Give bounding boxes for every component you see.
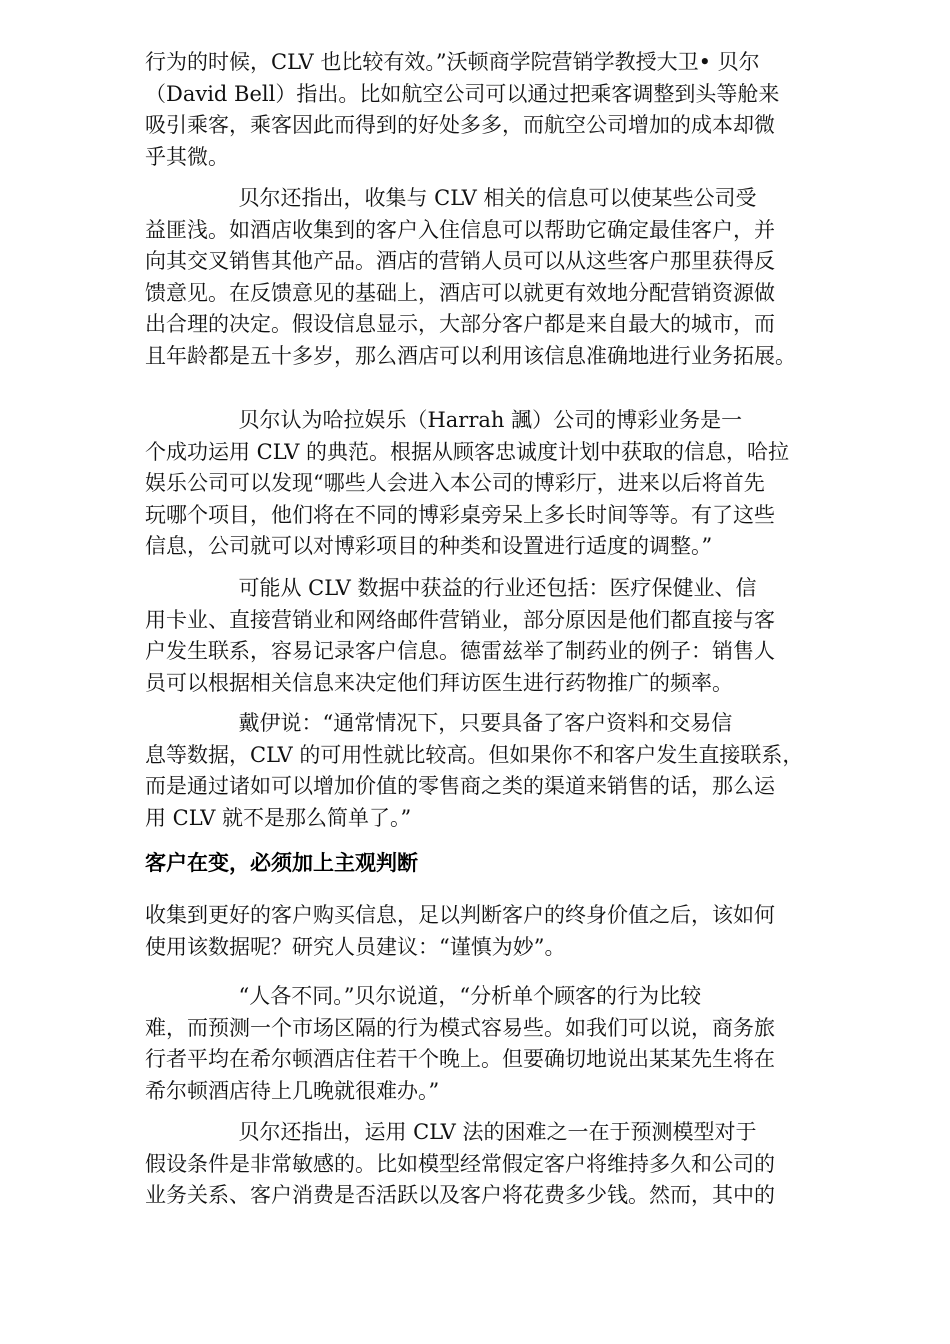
paragraph-3: 贝尔认为哈拉娱乐（Harrah 諷）公司的博彩业务是一 个成功运用 CLV 的典范。根据从顾客忠诚度计划中获取的信息，哈拉 娱乐公司可以发现“哪些人会进入本公司的博彩厅，进来以后将首先 玩哪个项目，他们将在不同的博彩桌旁呆上多长时间等等。有了这些 信息，公司就可以对博彩项目的种类和设置进行适度的调整。” bbox=[145, 408, 790, 558]
section-heading: 客户在变，必须加上主观判断 bbox=[145, 851, 418, 875]
paragraph-4: 可能从 CLV 数据中获益的行业还包括：医疗保健业、信 用卡业、直接营销业和网络邮件营销业，部分原因是他们都直接与客 户发生联系，容易记录客户信息。德雷兹举了制药业的例子：销售人 员可以根据相关信息来决定他们拜访医生进行药物推广的频率。 bbox=[145, 576, 775, 695]
paragraph-7: “人各不同。”贝尔说道，“分析单个顾客的行为比较 难，而预测一个市场区隔的行为模式容易些。如我们可以说，商务旅 行者平均在希尔顿酒店住若干个晚上。但要确切地说出某某先生将在 希尔顿酒店待上几晚就很难办。” bbox=[145, 984, 775, 1103]
paragraph-5: 戴伊说：“通常情况下，只要具备了客户资料和交易信 息等数据，CLV 的可用性就比较高。但如果你不和客户发生直接联系， 而是通过诸如可以增加价值的零售商之类的渠道来销售的话，那么运 用 CLV 就不是那么简单了。” bbox=[145, 711, 804, 830]
paragraph-1: 行为的时候，CLV 也比较有效。”沃顿商学院营销学教授大卫• 贝尔 （David Bell）指出。比如航空公司可以通过把乘客调整到头等舱来 吸引乘客，乘客因此而得到的好处多多，而航空公司增加的成本却微 乎其微。 bbox=[145, 50, 780, 169]
paragraph-2: 贝尔还指出，收集与 CLV 相关的信息可以使某些公司受 益匪浅。如酒店收集到的客户入住信息可以帮助它确定最佳客户，并 向其交叉销售其他产品。酒店的营销人员可以从这些客户那里获得反 馈意见。在反馈意见的基础上，酒店可以就更有效地分配营销资源做 出合理的决定。假设信息显示，大部分客户都是来自最大的城市，而 且年龄都是五十多岁，那么酒店可以利用该信息准确地进行业务拓展。 bbox=[145, 186, 796, 368]
paragraph-8: 贝尔还指出，运用 CLV 法的困难之一在于预测模型对于 假设条件是非常敏感的。比如模型经常假定客户将维持多久和公司的 业务关系、客户消费是否活跃以及客户将花费多少钱。然而，其中的 bbox=[145, 1120, 775, 1207]
paragraph-6: 收集到更好的客户购买信息，足以判断客户的终身价值之后，该如何 使用该数据呢？研究人员建议：“谨慎为妙”。 bbox=[145, 903, 775, 959]
